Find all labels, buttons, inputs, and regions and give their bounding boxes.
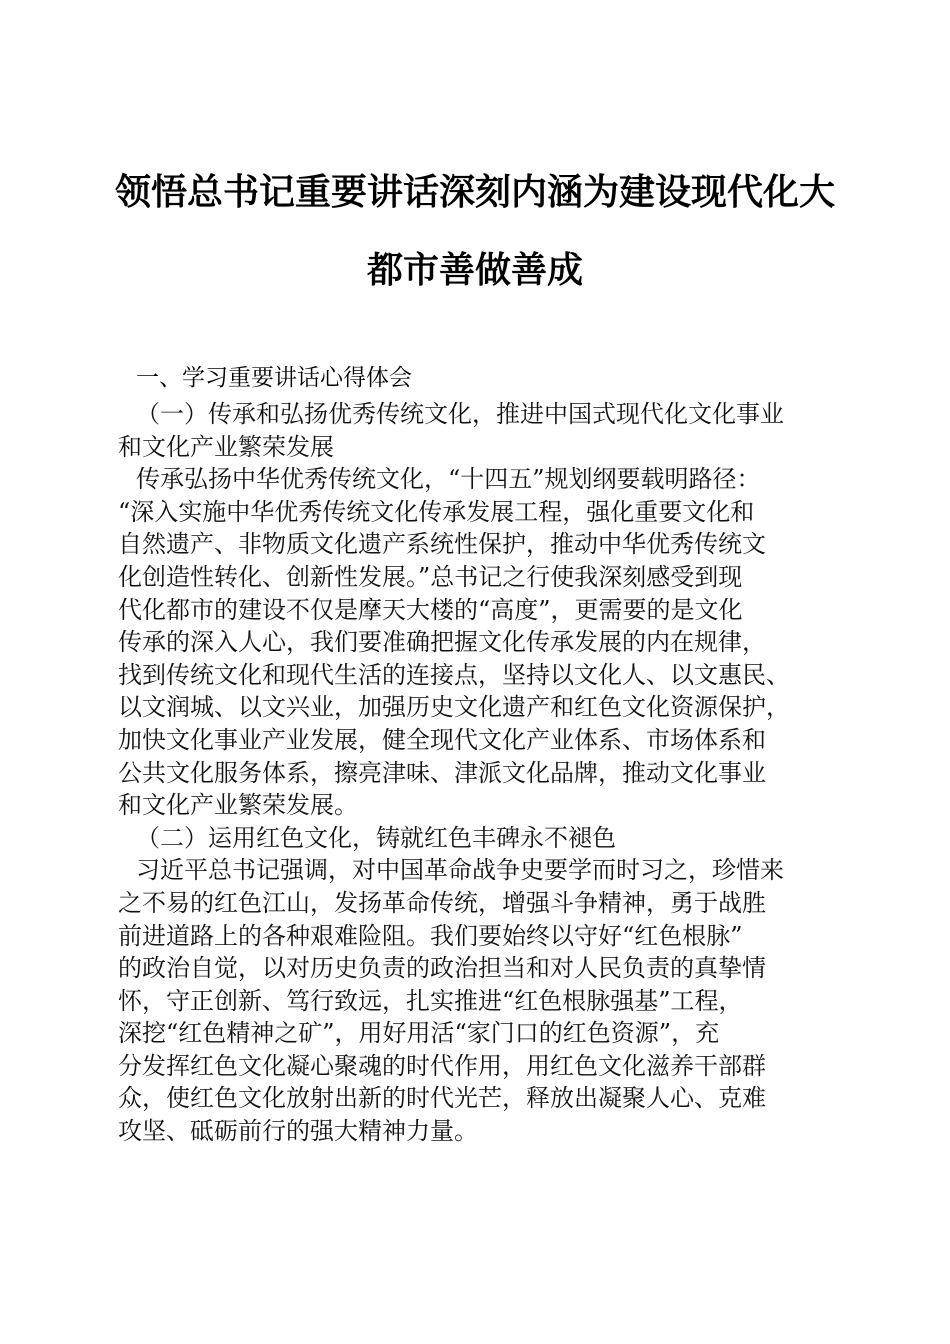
text-line: 公共文化服务体系，擦亮津味、津派文化品牌，推动文化事业 bbox=[118, 758, 766, 787]
text-line: 的政治自觉，以对历史负责的政治担当和对人民负责的真挚情 bbox=[118, 954, 766, 983]
text-line: 分发挥红色文化凝心聚魂的时代作用，用红色文化滋养干部群 bbox=[118, 1051, 766, 1080]
text-line: 深挖“红色精神之矿”，用好用活“家门口的红色资源”，充 bbox=[118, 1019, 720, 1048]
text-line: 代化都市的建设不仅是摩天大楼的“高度”，更需要的是文化 bbox=[118, 595, 743, 624]
text-line: 传承弘扬中华优秀传统文化，“十四五”规划纲要载明路径： bbox=[136, 465, 761, 494]
text-line: 和文化产业繁荣发展 bbox=[118, 432, 334, 461]
text-line: 自然遗产、非物质文化遗产系统性保护，推动中华优秀传统文 bbox=[118, 530, 766, 559]
text-line: “深入实施中华优秀传统文化传承发展工程，强化重要文化和 bbox=[118, 497, 755, 526]
text-line: 怀，守正创新、笃行致远，扎实推进“红色根脉强基”工程， bbox=[118, 986, 743, 1015]
text-line: 传承的深入人心，我们要准确把握文化传承发展的内在规律， bbox=[118, 628, 766, 657]
text-line: 众，使红色文化放射出新的时代光芒，释放出凝聚人心、克难 bbox=[118, 1084, 766, 1113]
text-line: 化创造性转化、创新性发展。”总书记之行使我深刻感受到现 bbox=[118, 562, 743, 591]
section-heading: 一、学习重要讲话心得体会 bbox=[136, 365, 412, 391]
document-title-line-1: 领悟总书记重要讲话深刻内涵为建设现代化大 bbox=[114, 171, 835, 213]
text-line: 之不易的红色江山，发扬革命传统，增强斗争精神，勇于战胜 bbox=[118, 888, 766, 917]
text-line: 前进道路上的各种艰难险阻。我们要始终以守好“红色根脉” bbox=[118, 921, 743, 950]
document-title-line-2: 都市善做善成 bbox=[366, 249, 583, 291]
text-line: 以文润城、以文兴业，加强历史文化遗产和红色文化资源保护， bbox=[118, 693, 790, 722]
text-line: 攻坚、砥砺前行的强大精神力量。 bbox=[118, 1117, 478, 1146]
subsection-heading-1: （一）传承和弘扬优秀传统文化，推进中国式现代化文化事业 bbox=[136, 400, 784, 428]
subsection-heading-2: （二）运用红色文化，铸就红色丰碑永不褪色 bbox=[136, 823, 616, 852]
text-line: 找到传统文化和现代生活的连接点，坚持以文化人、以文惠民、 bbox=[118, 660, 790, 689]
text-line: 和文化产业繁荣发展。 bbox=[118, 791, 358, 820]
text-line: 加快文化事业产业发展，健全现代文化产业体系、市场体系和 bbox=[118, 725, 766, 754]
text-line: 习近平总书记强调，对中国革命战争史要学而时习之，珍惜来 bbox=[136, 856, 784, 885]
document-body bbox=[118, 398, 840, 1148]
